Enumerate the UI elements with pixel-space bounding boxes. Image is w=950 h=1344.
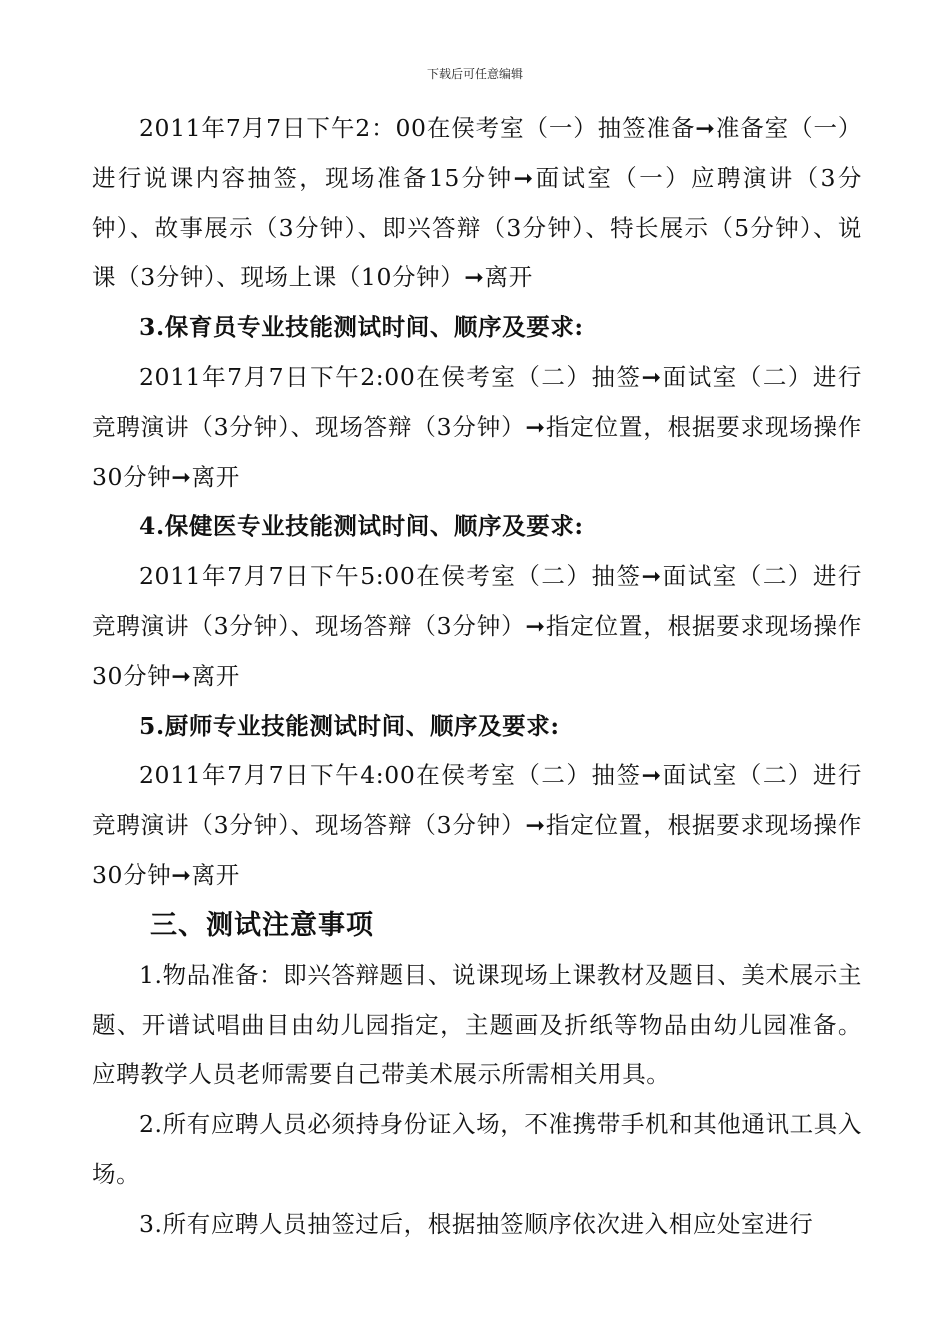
note-item-3: 3.所有应聘人员抽签过后，根据抽签顺序依次进入相应处室进行 xyxy=(139,1209,814,1238)
subheading-health-doctor: 4.保健医专业技能测试时间、顺序及要求: xyxy=(139,512,584,541)
paragraph-chef-schedule: 2011年7月7日下午4:00在侯考室（二）抽签➞面试室（二）进行竞聘演讲（3分钟）、现场答辩（3分钟）➞指定位置，根据要求现场操作30分钟➞离开 xyxy=(92,761,862,889)
note-item-2: 2.所有应聘人员必须持身份证入场，不准携带手机和其他通讯工具入场。 xyxy=(92,1110,862,1188)
paragraph-nursery-staff-schedule: 2011年7月7日下午2:00在侯考室（二）抽签➞面试室（二）进行竞聘演讲（3分钟）、现场答辩（3分钟）➞指定位置，根据要求现场操作30分钟➞离开 xyxy=(92,362,862,491)
page-header: 下载后可任意编辑 xyxy=(426,67,523,81)
paragraph-health-doctor-schedule: 2011年7月7日下午5:00在侯考室（二）抽签➞面试室（二）进行竞聘演讲（3分钟）、现场答辩（3分钟）➞指定位置，根据要求现场操作30分钟➞离开 xyxy=(92,562,862,690)
paragraph-teacher-schedule: 2011年7月7日下午2：00在侯考室（一）抽签准备➞准备室（一）进行说课内容抽签，现场准备15分钟➞面试室（一）应聘演讲（3分钟）、故事展示（3分钟）、即兴答辩（3分钟）、特长展示（5分钟）、说课（3分钟）、现场上课（10分钟）➞离开 xyxy=(92,114,862,292)
section-title-notes: 三、测试注意事项 xyxy=(150,909,374,941)
note-item-1: 1.物品准备：即兴答辩题目、说课现场上课教材及题目、美术展示主题、开谱试唱曲目由幼儿园指定，主题画及折纸等物品由幼儿园准备。应聘教学人员老师需要自己带美术展示所需相关用具。 xyxy=(92,960,862,1089)
subheading-chef: 5.厨师专业技能测试时间、顺序及要求: xyxy=(139,711,560,740)
document-body xyxy=(92,104,862,1250)
subheading-nursery-staff: 3.保育员专业技能测试时间、顺序及要求: xyxy=(139,313,584,342)
